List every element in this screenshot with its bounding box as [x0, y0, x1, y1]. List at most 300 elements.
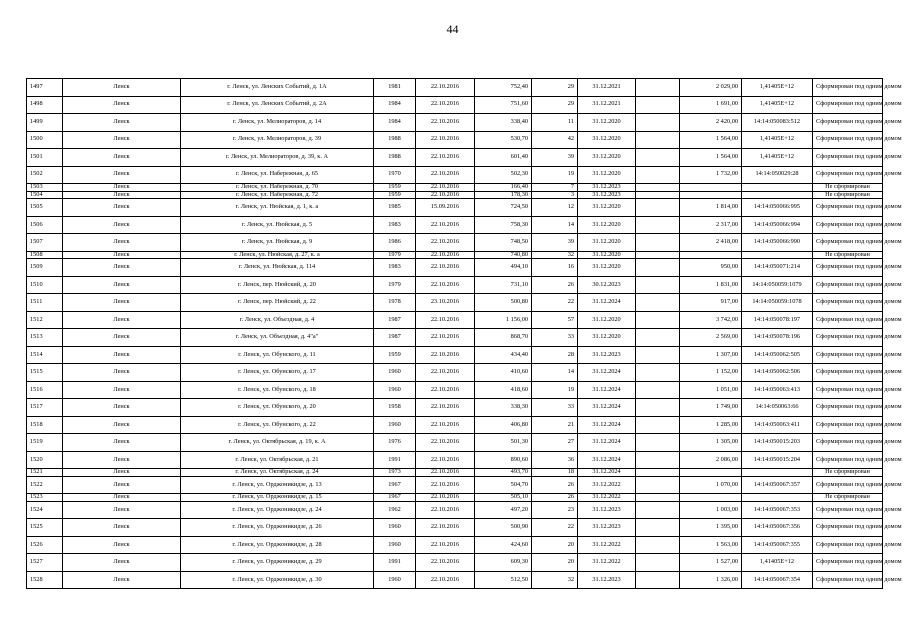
city-cell: Ленск — [63, 216, 181, 234]
date-cell: 22.10.2016 — [416, 571, 475, 589]
city-cell: Ленск — [63, 311, 181, 329]
deadline-cell: 31.12.2020 — [578, 259, 636, 277]
row-number-cell: 1504 — [27, 191, 63, 199]
area-cell: 505,10 — [475, 494, 532, 502]
land-status-cell: Сформирован под одним домом — [813, 294, 883, 312]
date-cell: 22.10.2016 — [416, 501, 475, 519]
land-status-cell: Сформирован под одним домом — [813, 234, 883, 252]
land-area-cell — [680, 191, 742, 199]
land-area-cell: 2 569,00 — [680, 329, 742, 347]
area-cell: 338,30 — [475, 399, 532, 417]
row-number-cell: 1499 — [27, 114, 63, 132]
area-cell: 1 156,00 — [475, 311, 532, 329]
city-cell: Ленск — [63, 251, 181, 259]
date-cell: 22.10.2016 — [416, 494, 475, 502]
table-row — [27, 519, 883, 537]
city-cell: Ленск — [63, 329, 181, 347]
year-built-cell: 1988 — [374, 149, 416, 167]
date-cell: 22.10.2016 — [416, 96, 475, 114]
land-status-cell: Сформирован под одним домом — [813, 166, 883, 184]
address-cell: г. Ленск, ул. Орджоникидзе, д. 28 — [181, 536, 374, 554]
table-row — [27, 469, 883, 477]
cadastral-number-cell: 14:14:050067:353 — [742, 501, 813, 519]
area-cell: 493,70 — [475, 469, 532, 477]
cadastral-number-cell: 1,41405E+12 — [742, 149, 813, 167]
empty-cell — [636, 494, 680, 502]
land-status-cell: Сформирован под одним домом — [813, 276, 883, 294]
table-row — [27, 416, 883, 434]
row-number-cell: 1516 — [27, 381, 63, 399]
address-cell: г. Ленск, ул. Обунского, д. 11 — [181, 346, 374, 364]
land-status-cell: Сформирован под одним домом — [813, 96, 883, 114]
land-status-cell: Сформирован под одним домом — [813, 434, 883, 452]
land-status-cell: Сформирован под одним домом — [813, 346, 883, 364]
flats-count-cell: 21 — [532, 416, 578, 434]
land-status-cell: Сформирован под одним домом — [813, 451, 883, 469]
land-area-cell: 1 326,00 — [680, 571, 742, 589]
date-cell: 22.10.2016 — [416, 416, 475, 434]
cadastral-number-cell: 14:14:050063:413 — [742, 381, 813, 399]
deadline-cell: 31.12.2020 — [578, 329, 636, 347]
address-cell: г. Ленск, ул. Орджоникидзе, д. 24 — [181, 501, 374, 519]
row-number-cell: 1507 — [27, 234, 63, 252]
land-area-cell: 917,00 — [680, 294, 742, 312]
land-area-cell: 1 305,00 — [680, 434, 742, 452]
land-status-cell: Сформирован под одним домом — [813, 501, 883, 519]
deadline-cell: 31.12.2023 — [578, 184, 636, 192]
year-built-cell: 1960 — [374, 381, 416, 399]
row-number-cell: 1513 — [27, 329, 63, 347]
date-cell: 22.10.2016 — [416, 166, 475, 184]
address-cell: г. Ленск, ул. Обунского, д. 20 — [181, 399, 374, 417]
empty-cell — [636, 199, 680, 217]
area-cell: 178,30 — [475, 191, 532, 199]
table-row — [27, 501, 883, 519]
land-area-cell: 2 420,00 — [680, 114, 742, 132]
address-cell: г. Ленск, ул. Октябрьская, д. 24 — [181, 469, 374, 477]
year-built-cell: 1959 — [374, 346, 416, 364]
land-status-cell: Сформирован под одним домом — [813, 536, 883, 554]
flats-count-cell: 29 — [532, 96, 578, 114]
flats-count-cell: 32 — [532, 571, 578, 589]
cadastral-number-cell: 14:14:050062:505 — [742, 346, 813, 364]
address-cell: г. Ленск, ул. Октябрьская, д. 21 — [181, 451, 374, 469]
empty-cell — [636, 234, 680, 252]
row-number-cell: 1511 — [27, 294, 63, 312]
city-cell: Ленск — [63, 346, 181, 364]
city-cell: Ленск — [63, 519, 181, 537]
cadastral-number-cell: 14:14:050071:214 — [742, 259, 813, 277]
row-number-cell: 1523 — [27, 494, 63, 502]
city-cell: Ленск — [63, 364, 181, 382]
date-cell: 23.10.2016 — [416, 294, 475, 312]
flats-count-cell: 14 — [532, 216, 578, 234]
land-status-cell: Не сформирован — [813, 469, 883, 477]
address-cell: г. Ленск, ул. Мелиораторов, д. 14 — [181, 114, 374, 132]
year-built-cell: 1967 — [374, 494, 416, 502]
date-cell: 22.10.2016 — [416, 251, 475, 259]
land-area-cell: 2 418,00 — [680, 234, 742, 252]
year-built-cell: 1962 — [374, 501, 416, 519]
row-number-cell: 1518 — [27, 416, 63, 434]
city-cell: Ленск — [63, 199, 181, 217]
deadline-cell: 31.12.2024 — [578, 294, 636, 312]
date-cell: 22.10.2016 — [416, 434, 475, 452]
date-cell: 22.10.2016 — [416, 79, 475, 97]
flats-count-cell: 16 — [532, 259, 578, 277]
land-status-cell: Сформирован под одним домом — [813, 364, 883, 382]
land-area-cell: 1 051,00 — [680, 381, 742, 399]
flats-count-cell: 7 — [532, 184, 578, 192]
flats-count-cell: 22 — [532, 294, 578, 312]
table-body — [27, 79, 902, 589]
land-area-cell: 2 086,00 — [680, 451, 742, 469]
land-area-cell: 1 564,00 — [680, 149, 742, 167]
area-cell: 500,90 — [475, 519, 532, 537]
cadastral-number-cell: 14:14:050067:356 — [742, 519, 813, 537]
cadastral-number-cell: 14:14:050015:203 — [742, 434, 813, 452]
deadline-cell: 30.12.2023 — [578, 276, 636, 294]
year-built-cell: 1960 — [374, 519, 416, 537]
row-number-cell: 1501 — [27, 149, 63, 167]
land-area-cell — [680, 184, 742, 192]
table-row — [27, 294, 883, 312]
row-number-cell: 1520 — [27, 451, 63, 469]
area-cell: 338,40 — [475, 114, 532, 132]
table-row — [27, 476, 883, 494]
date-cell: 22.10.2016 — [416, 399, 475, 417]
flats-count-cell: 32 — [532, 251, 578, 259]
address-cell: г. Ленск, ул. Орджоникидзе, д. 29 — [181, 554, 374, 572]
cadastral-number-cell: 14:14:050067:354 — [742, 571, 813, 589]
land-status-cell: Сформирован под одним домом — [813, 399, 883, 417]
row-number-cell: 1505 — [27, 199, 63, 217]
address-cell: г. Ленск, ул. Набережная, д. 70 — [181, 184, 374, 192]
cadastral-number-cell: 14:14:050067:357 — [742, 476, 813, 494]
address-cell: г. Ленск, ул. Нюйская, д. 9 — [181, 234, 374, 252]
table-row — [27, 276, 883, 294]
cadastral-number-cell: 1,41405E+12 — [742, 79, 813, 97]
deadline-cell: 31.12.2023 — [578, 346, 636, 364]
land-area-cell: 1 070,00 — [680, 476, 742, 494]
table-row — [27, 494, 883, 502]
land-area-cell: 2 029,00 — [680, 79, 742, 97]
address-cell: г. Ленск, ул. Нюйская, д. 5 — [181, 216, 374, 234]
address-cell: г. Ленск, ул. Обунского, д. 17 — [181, 364, 374, 382]
city-cell: Ленск — [63, 79, 181, 97]
row-number-cell: 1502 — [27, 166, 63, 184]
cadastral-number-cell: 14:14:050029:28 — [742, 166, 813, 184]
area-cell: 890,60 — [475, 451, 532, 469]
flats-count-cell: 42 — [532, 131, 578, 149]
flats-count-cell: 11 — [532, 114, 578, 132]
row-number-cell: 1522 — [27, 476, 63, 494]
deadline-cell: 31.12.2023 — [578, 519, 636, 537]
table-row — [27, 451, 883, 469]
city-cell: Ленск — [63, 501, 181, 519]
empty-cell — [636, 571, 680, 589]
deadline-cell: 31.12.2024 — [578, 416, 636, 434]
empty-cell — [636, 114, 680, 132]
row-number-cell: 1508 — [27, 251, 63, 259]
table-row — [27, 364, 883, 382]
table-row — [27, 166, 883, 184]
flats-count-cell: 28 — [532, 346, 578, 364]
deadline-cell: 31.12.2021 — [578, 96, 636, 114]
cadastral-number-cell: 14:14:050059:1079 — [742, 276, 813, 294]
flats-count-cell: 14 — [532, 364, 578, 382]
area-cell: 748,50 — [475, 234, 532, 252]
deadline-cell: 31.12.2021 — [578, 79, 636, 97]
flats-count-cell: 18 — [532, 469, 578, 477]
table-row — [27, 259, 883, 277]
row-number-cell: 1515 — [27, 364, 63, 382]
cadastral-number-cell: 14:14:050062:506 — [742, 364, 813, 382]
flats-count-cell: 20 — [532, 536, 578, 554]
flats-count-cell: 39 — [532, 149, 578, 167]
row-number-cell: 1512 — [27, 311, 63, 329]
row-number-cell: 1498 — [27, 96, 63, 114]
cadastral-number-cell: 14:14:050015:204 — [742, 451, 813, 469]
empty-cell — [636, 96, 680, 114]
deadline-cell: 31.12.2023 — [578, 501, 636, 519]
empty-cell — [636, 329, 680, 347]
deadline-cell: 31.12.2024 — [578, 399, 636, 417]
date-cell: 22.10.2016 — [416, 131, 475, 149]
row-number-cell: 1527 — [27, 554, 63, 572]
flats-count-cell: 26 — [532, 494, 578, 502]
land-area-cell: 1 395,00 — [680, 519, 742, 537]
year-built-cell: 1970 — [374, 166, 416, 184]
year-built-cell: 1987 — [374, 329, 416, 347]
table-row — [27, 536, 883, 554]
land-status-cell: Сформирован под одним домом — [813, 199, 883, 217]
table-row — [27, 251, 883, 259]
table-row — [27, 184, 883, 192]
deadline-cell: 31.12.2022 — [578, 476, 636, 494]
deadline-cell: 31.12.2024 — [578, 469, 636, 477]
land-area-cell: 1 831,00 — [680, 276, 742, 294]
date-cell: 22.10.2016 — [416, 364, 475, 382]
date-cell: 22.10.2016 — [416, 184, 475, 192]
flats-count-cell: 33 — [532, 329, 578, 347]
table-row — [27, 434, 883, 452]
area-cell: 166,40 — [475, 184, 532, 192]
empty-cell — [636, 476, 680, 494]
cadastral-number-cell — [742, 494, 813, 502]
empty-cell — [636, 469, 680, 477]
deadline-cell: 31.12.2023 — [578, 571, 636, 589]
empty-cell — [636, 554, 680, 572]
cadastral-number-cell: 14:14:050059:1078 — [742, 294, 813, 312]
cadastral-number-cell: 1,41405E+12 — [742, 554, 813, 572]
date-cell: 22.10.2016 — [416, 276, 475, 294]
date-cell: 22.10.2016 — [416, 451, 475, 469]
row-number-cell: 1503 — [27, 184, 63, 192]
city-cell: Ленск — [63, 434, 181, 452]
flats-count-cell: 57 — [532, 311, 578, 329]
area-cell: 406,80 — [475, 416, 532, 434]
land-area-cell — [680, 469, 742, 477]
land-status-cell: Сформирован под одним домом — [813, 311, 883, 329]
address-cell: г. Ленск, ул. Мелиораторов, д. 39 — [181, 131, 374, 149]
address-cell: г. Ленск, ул. Нюйская, д. 1, к. а — [181, 199, 374, 217]
year-built-cell: 1976 — [374, 434, 416, 452]
page-number: 44 — [446, 22, 459, 36]
empty-cell — [636, 79, 680, 97]
flats-count-cell: 39 — [532, 234, 578, 252]
area-cell: 502,30 — [475, 166, 532, 184]
year-built-cell: 1991 — [374, 451, 416, 469]
empty-cell — [636, 131, 680, 149]
address-cell: г. Ленск, ул. Нюйская, д. 27, к. а — [181, 251, 374, 259]
cadastral-number-cell: 14:14:050067:355 — [742, 536, 813, 554]
table-row — [27, 191, 883, 199]
year-built-cell: 1959 — [374, 184, 416, 192]
land-status-cell: Не сформирован — [813, 184, 883, 192]
year-built-cell: 1988 — [374, 131, 416, 149]
table-row — [27, 554, 883, 572]
address-cell: г. Ленск, ул. Орджоникидзе, д. 15 — [181, 494, 374, 502]
empty-cell — [636, 294, 680, 312]
table-row — [27, 571, 883, 589]
table-row — [27, 199, 883, 217]
land-area-cell: 1 814,00 — [680, 199, 742, 217]
city-cell: Ленск — [63, 536, 181, 554]
cadastral-number-cell — [742, 191, 813, 199]
city-cell: Ленск — [63, 416, 181, 434]
area-cell: 530,70 — [475, 131, 532, 149]
date-cell: 22.10.2016 — [416, 469, 475, 477]
land-status-cell: Сформирован под одним домом — [813, 329, 883, 347]
address-cell: г. Ленск, ул. Объездная, д. 4 — [181, 311, 374, 329]
land-area-cell: 1 003,00 — [680, 501, 742, 519]
area-cell: 751,60 — [475, 96, 532, 114]
year-built-cell: 1960 — [374, 571, 416, 589]
deadline-cell: 31.12.2024 — [578, 451, 636, 469]
deadline-cell: 31.12.2020 — [578, 216, 636, 234]
row-number-cell: 1497 — [27, 79, 63, 97]
row-number-cell: 1517 — [27, 399, 63, 417]
land-status-cell: Не сформирован — [813, 191, 883, 199]
flats-count-cell: 27 — [532, 434, 578, 452]
row-number-cell: 1509 — [27, 259, 63, 277]
cadastral-number-cell: 14:14:050063:411 — [742, 416, 813, 434]
land-area-cell: 1 691,00 — [680, 96, 742, 114]
area-cell: 424,60 — [475, 536, 532, 554]
city-cell: Ленск — [63, 294, 181, 312]
deadline-cell: 31.12.2022 — [578, 494, 636, 502]
year-built-cell: 1979 — [374, 276, 416, 294]
land-area-cell: 2 317,00 — [680, 216, 742, 234]
area-cell: 740,80 — [475, 251, 532, 259]
date-cell: 22.10.2016 — [416, 536, 475, 554]
deadline-cell: 31.12.2020 — [578, 149, 636, 167]
date-cell: 22.10.2016 — [416, 381, 475, 399]
year-built-cell: 1987 — [374, 311, 416, 329]
address-cell: г. Ленск, ул. Ленских Событий, д. 2А — [181, 96, 374, 114]
table-row — [27, 234, 883, 252]
cadastral-number-cell: 1,41405E+12 — [742, 96, 813, 114]
flats-count-cell: 20 — [532, 554, 578, 572]
deadline-cell: 31.12.2023 — [578, 191, 636, 199]
date-cell: 22.10.2016 — [416, 114, 475, 132]
year-built-cell: 1959 — [374, 191, 416, 199]
table-row — [27, 131, 883, 149]
table-row — [27, 399, 883, 417]
deadline-cell: 31.12.2024 — [578, 364, 636, 382]
area-cell: 418,60 — [475, 381, 532, 399]
row-number-cell: 1514 — [27, 346, 63, 364]
land-status-cell: Сформирован под одним домом — [813, 259, 883, 277]
year-built-cell: 1979 — [374, 251, 416, 259]
table-row — [27, 149, 883, 167]
empty-cell — [636, 166, 680, 184]
empty-cell — [636, 191, 680, 199]
year-built-cell: 1978 — [374, 294, 416, 312]
table-row — [27, 216, 883, 234]
deadline-cell: 31.12.2020 — [578, 251, 636, 259]
area-cell: 504,70 — [475, 476, 532, 494]
land-status-cell: Не сформирован — [813, 494, 883, 502]
address-cell: г. Ленск, ул. Орджоникидзе, д. 30 — [181, 571, 374, 589]
flats-count-cell: 3 — [532, 191, 578, 199]
city-cell: Ленск — [63, 166, 181, 184]
row-number-cell: 1526 — [27, 536, 63, 554]
date-cell: 22.10.2016 — [416, 216, 475, 234]
year-built-cell: 1984 — [374, 96, 416, 114]
land-area-cell: 1 527,00 — [680, 554, 742, 572]
empty-cell — [636, 536, 680, 554]
table-row — [27, 114, 883, 132]
deadline-cell: 31.12.2022 — [578, 554, 636, 572]
area-cell: 609,30 — [475, 554, 532, 572]
area-cell: 434,40 — [475, 346, 532, 364]
row-number-cell: 1524 — [27, 501, 63, 519]
land-area-cell: 1 732,00 — [680, 166, 742, 184]
area-cell: 512,50 — [475, 571, 532, 589]
address-cell: г. Ленск, ул. Орджоникидзе, д. 26 — [181, 519, 374, 537]
deadline-cell: 31.12.2020 — [578, 131, 636, 149]
date-cell: 22.10.2016 — [416, 311, 475, 329]
deadline-cell: 31.12.2022 — [578, 536, 636, 554]
flats-count-cell: 19 — [532, 166, 578, 184]
year-built-cell: 1986 — [374, 234, 416, 252]
empty-cell — [636, 149, 680, 167]
empty-cell — [636, 416, 680, 434]
land-status-cell: Сформирован под одним домом — [813, 571, 883, 589]
area-cell: 724,50 — [475, 199, 532, 217]
area-cell: 410,60 — [475, 364, 532, 382]
year-built-cell: 1960 — [374, 536, 416, 554]
empty-cell — [636, 381, 680, 399]
address-cell: г. Ленск, ул. Обунского, д. 18 — [181, 381, 374, 399]
cadastral-number-cell: 14:14:050078:196 — [742, 329, 813, 347]
year-built-cell: 1983 — [374, 216, 416, 234]
city-cell: Ленск — [63, 234, 181, 252]
date-cell: 22.10.2016 — [416, 346, 475, 364]
table-row — [27, 79, 883, 97]
address-cell: г. Ленск, ул. Ленских Событий, д. 1А — [181, 79, 374, 97]
flats-count-cell: 26 — [532, 476, 578, 494]
date-cell: 22.10.2016 — [416, 149, 475, 167]
land-area-cell: 1 563,00 — [680, 536, 742, 554]
empty-cell — [636, 451, 680, 469]
land-status-cell: Сформирован под одним домом — [813, 131, 883, 149]
date-cell: 15.09.2016 — [416, 199, 475, 217]
land-status-cell: Сформирован под одним домом — [813, 554, 883, 572]
flats-count-cell: 33 — [532, 399, 578, 417]
